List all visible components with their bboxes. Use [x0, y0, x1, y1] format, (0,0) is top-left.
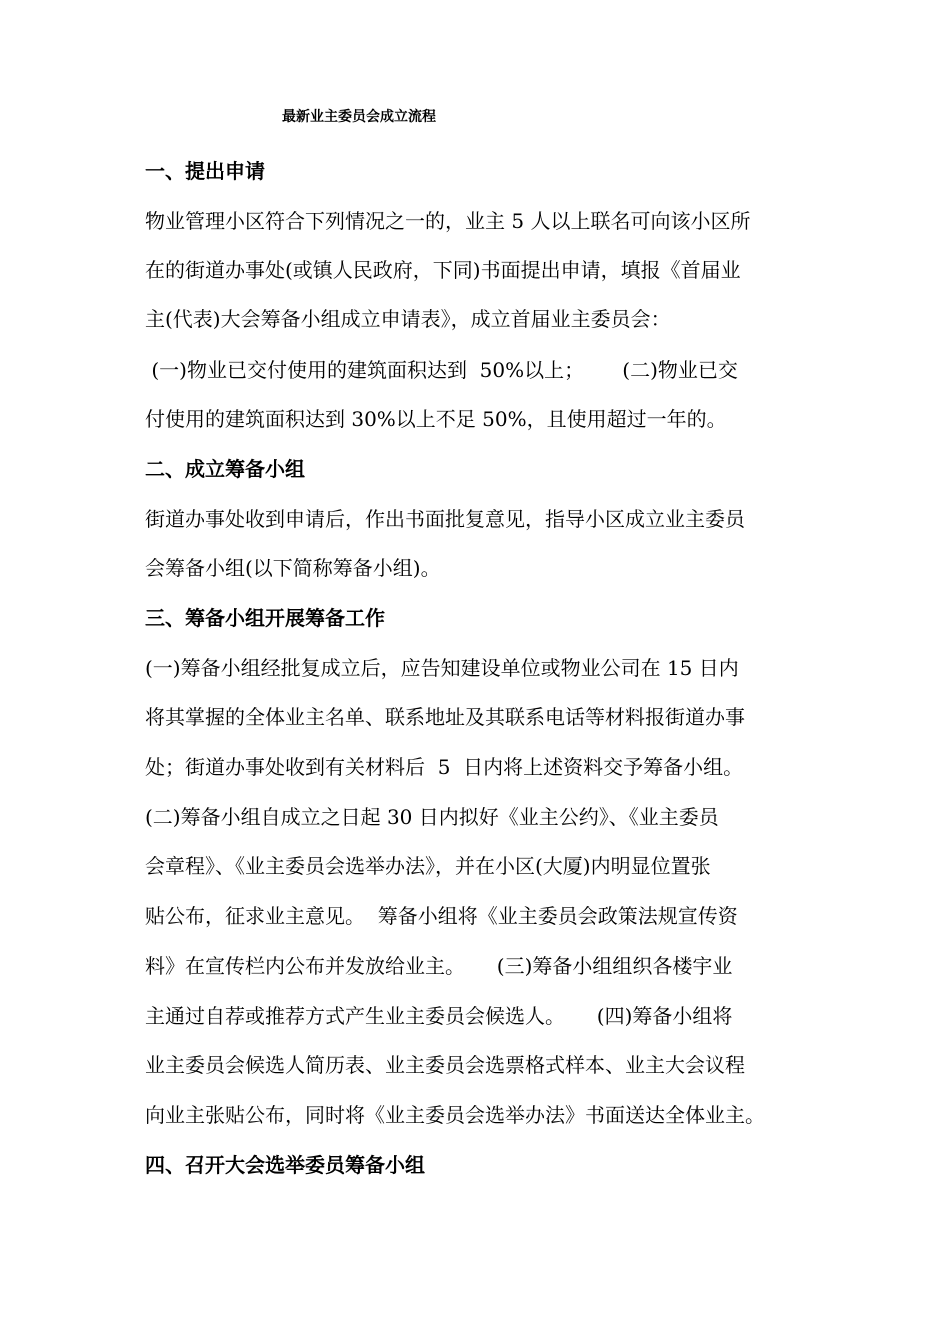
paragraph-line: 付使用的建筑面积达到 30%以上不足 50%，且使用超过一年的。 — [145, 407, 727, 431]
paragraph-line: 贴公布，征求业主意见。 筹备小组将《业主委员会政策法规宣传资 — [145, 904, 738, 928]
paragraph-line: 主通过自荐或推荐方式产生业主委员会候选人。 (四)筹备小组将 — [145, 1004, 733, 1028]
paragraph-line: 料》在宣传栏内公布并发放给业主。 (三)筹备小组组织各楼宇业 — [145, 954, 733, 978]
paragraph-line: 物业管理小区符合下列情况之一的，业主 5 人以上联名可向该小区所 — [145, 209, 751, 233]
paragraph-line: 处；街道办事处收到有关材料后 5 日内将上述资料交予筹备小组。 — [145, 755, 744, 779]
paragraph-line: (一)筹备小组经批复成立后，应告知建设单位或物业公司在 15 日内 — [145, 656, 739, 680]
section-heading-committee: 二、成立筹备小组 — [145, 457, 305, 481]
paragraph-line: (二)筹备小组自成立之日起 30 日内拟好《业主公约》、《业主委员 — [145, 805, 719, 829]
section-heading-election: 四、召开大会选举委员筹备小组 — [145, 1153, 425, 1177]
paragraph-line: 会章程》、《业主委员会选举办法》，并在小区(大厦)内明显位置张 — [145, 854, 711, 878]
section-heading-apply: 一、提出申请 — [145, 159, 265, 183]
paragraph-line: (一)物业已交付使用的建筑面积达到 50%以上； (二)物业已交 — [145, 358, 738, 382]
paragraph-line: 在的街道办事处(或镇人民政府，下同)书面提出申请，填报《首届业 — [145, 258, 741, 282]
document-title: 最新业主委员会成立流程 — [282, 109, 436, 125]
paragraph-line: 业主委员会候选人简历表、业主委员会选票格式样本、业主大会议程 — [145, 1053, 745, 1077]
paragraph-line: 将其掌握的全体业主名单、联系地址及其联系电话等材料报街道办事 — [145, 705, 745, 729]
paragraph-line: 向业主张贴公布，同时将《业主委员会选举办法》书面送达全体业主。 — [145, 1103, 765, 1127]
paragraph-line: 街道办事处收到申请后，作出书面批复意见，指导小区成立业主委员 — [145, 507, 745, 531]
paragraph-line: 会筹备小组(以下简称筹备小组)。 — [145, 556, 441, 580]
section-heading-preparation: 三、筹备小组开展筹备工作 — [145, 606, 385, 630]
paragraph-line: 主(代表)大会筹备小组成立申请表》，成立首届业主委员会： — [145, 307, 671, 331]
